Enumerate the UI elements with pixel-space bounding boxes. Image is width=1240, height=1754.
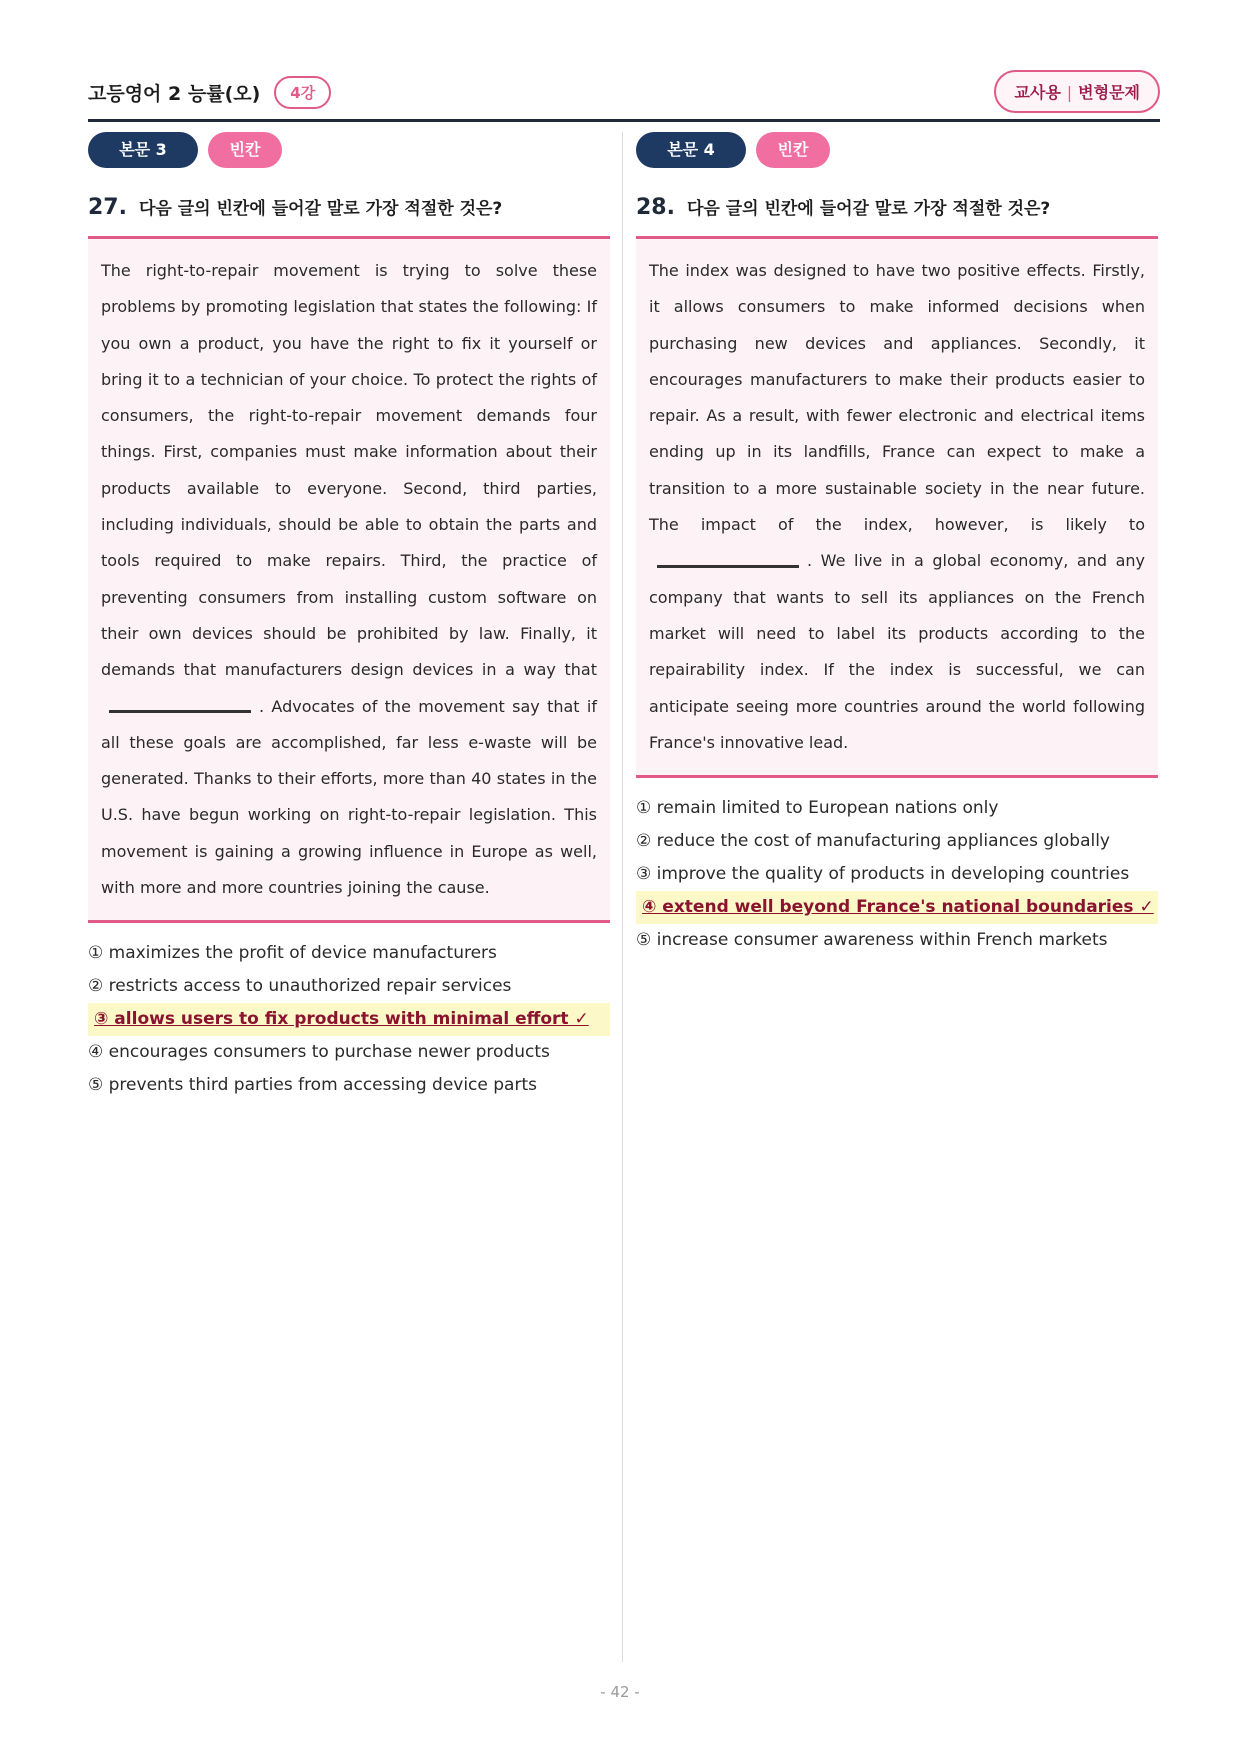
question-27-column	[88, 132, 610, 1102]
passage-text-before: The index was designed to have two positive effects. Firstly, it allows consumers to make informed decisions when purchasing new devices and appliances. Secondly, it encourages manufacturers to make their products easier to repair. As a result, with fewer electronic and electrical items ending up in its landfills, France can expect to make a transition to a more sustainable society in the near future. The impact of the index, however, is likely to	[649, 261, 1145, 535]
answer-blank	[657, 556, 799, 568]
passage-tag: 본문 3	[88, 132, 198, 168]
passage-box	[88, 239, 610, 920]
choice-5[interactable]: ⑤ prevents third parties from accessing device parts	[88, 1075, 537, 1096]
passage-bottom-rule	[636, 775, 1158, 778]
page-header	[88, 70, 1160, 122]
answer-blank	[109, 701, 251, 713]
edition-badge	[994, 70, 1160, 113]
type-tag: 빈칸	[208, 132, 282, 168]
passage-bottom-rule	[88, 920, 610, 923]
question-heading	[88, 194, 610, 228]
choice-4[interactable]: ④ encourages consumers to purchase newer products	[88, 1042, 550, 1063]
question-heading	[636, 194, 1158, 228]
type-tag: 빈칸	[756, 132, 830, 168]
variant-label: 변형문제	[1078, 83, 1140, 102]
choice-1[interactable]: ① maximizes the profit of device manufacturers	[88, 943, 497, 964]
choice-list	[636, 792, 1158, 957]
choice-5[interactable]: ⑤ increase consumer awareness within French markets	[636, 930, 1108, 951]
question-prompt: 다음 글의 빈칸에 들어갈 말로 가장 적절한 것은?	[686, 199, 1051, 219]
choice-2[interactable]: ② reduce the cost of manufacturing appliances globally	[636, 831, 1110, 852]
choice-3-correct-answer[interactable]: ③ allows users to fix products with minimal effort ✓	[88, 1003, 610, 1036]
question-number: 27.	[88, 195, 127, 220]
question-tags	[88, 132, 610, 168]
question-number: 28.	[636, 195, 675, 220]
choice-4-correct-answer[interactable]: ④ extend well beyond France's national boundaries ✓	[636, 891, 1158, 924]
choice-1[interactable]: ① remain limited to European nations only	[636, 798, 999, 819]
page-number: - 42 -	[600, 1683, 640, 1701]
edition-separator: |	[1066, 83, 1073, 102]
question-prompt: 다음 글의 빈칸에 들어갈 말로 가장 적절한 것은?	[138, 199, 503, 219]
passage-text-before: The right-to-repair movement is trying to solve these problems by promoting legislation that states the following: If you own a product, you have the right to fix it yourself or bring it to a technician of your choice. To protect the rights of consumers, the right-to-repair movement demands four things. First, companies must make information about their products available to everyone. Second, third parties, including individuals, should be able to obtain the parts and tools required to make repairs. Third, the practice of preventing consumers from installing custom software on their own devices should be prohibited by law. Finally, it demands that manufacturers design devices in a way that	[101, 261, 597, 680]
column-divider	[622, 132, 623, 1662]
header-left	[88, 76, 331, 109]
choice-2[interactable]: ② restricts access to unauthorized repair services	[88, 976, 512, 997]
question-tags	[636, 132, 1158, 168]
passage-tag: 본문 4	[636, 132, 746, 168]
lesson-badge: 4강	[274, 76, 331, 109]
question-28-column	[636, 132, 1158, 957]
passage-box	[636, 239, 1158, 775]
passage-text-after: . Advocates of the movement say that if all these goals are accomplished, far less e-waste will be generated. Thanks to their efforts, more than 40 states in the U.S. have begun working on right-to-repair legislation. This movement is gaining a growing influence in Europe as well, with more and more countries joining the cause.	[101, 696, 597, 898]
course-title: 고등영어 2 능률(오)	[88, 83, 261, 105]
header-rule	[88, 119, 1160, 122]
choice-list	[88, 937, 610, 1102]
choice-3[interactable]: ③ improve the quality of products in developing countries	[636, 864, 1130, 885]
teacher-label: 교사용	[1014, 83, 1061, 102]
passage-text-after: . We live in a global economy, and any company that wants to sell its appliances on the French market will need to label its products according to the repairability index. If the index is successful, we can anticipate seeing more countries around the world following France's innovative lead.	[649, 551, 1145, 752]
